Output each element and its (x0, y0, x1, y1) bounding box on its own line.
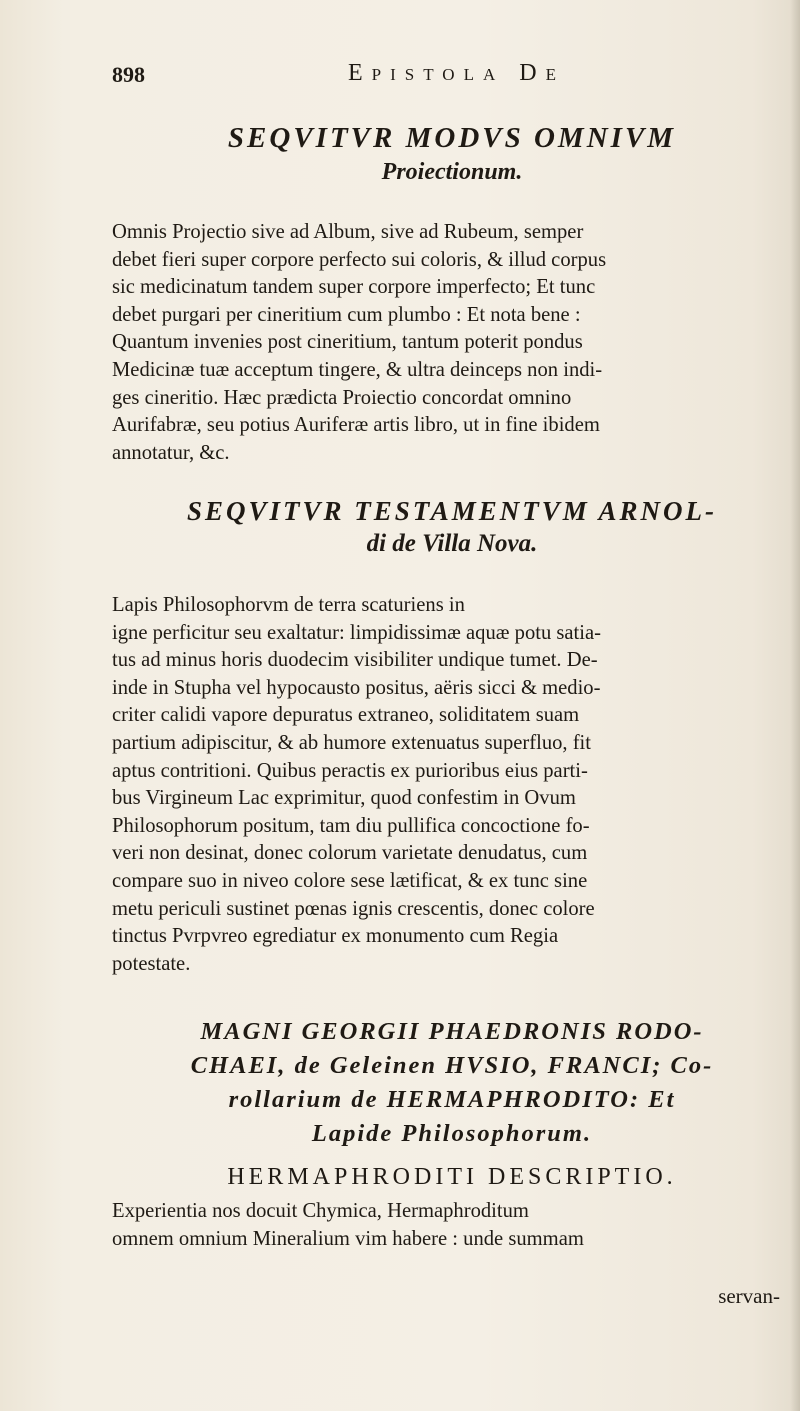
text-line: Lapis Philosophorvm de terra scaturiens in (112, 594, 465, 616)
text-line: aptus contritioni. Quibus peractis ex purioribus eius parti- (112, 759, 588, 782)
text-line: potestate. (112, 952, 191, 975)
text-line: debet purgari per cineritium cum plumbo : Et nota bene : (112, 303, 581, 326)
text-line: igne perficitur seu exaltatur: limpidissimæ aquæ potu satia- (112, 621, 602, 644)
text-line: veri non desinat, donec colorum varietate denudatus, cum (112, 842, 588, 865)
text-line: annotatur, &c. (112, 441, 230, 464)
section-heading-descriptio: HERMAPHRODITI DESCRIPTIO. (227, 1164, 677, 1190)
heading-line: SEQVITVR MODVS OMNIVM (227, 122, 677, 154)
catchword: servan- (718, 1284, 780, 1308)
text-line: tinctus Pvrpvreo egrediatur ex monumento cum Regia (112, 925, 559, 948)
page-number: 898 (112, 62, 145, 87)
heading-line: SEQVITVR TESTAMENTVM ARNOL- (186, 496, 718, 526)
heading-line: Proiectionum. (381, 159, 523, 185)
paragraph-proiectio (112, 219, 792, 467)
heading-line: MAGNI GEORGII PHAEDRONIS RODO- (200, 1018, 704, 1045)
text-line: Medicinæ tuæ acceptum tingere, & ultra deinceps non indi- (112, 358, 603, 381)
heading-line: CHAEI, de Geleinen HVSIO, FRANCI; Co- (190, 1052, 714, 1079)
section-heading-corollarium (112, 1015, 792, 1151)
text-line: Quantum invenies post cineritium, tantum poterit pondus (112, 331, 583, 354)
page-header (112, 62, 772, 98)
text-line: ges cineritio. Hæc prædicta Proiectio concordat omnino (112, 386, 572, 409)
heading-line: rollarium de HERMAPHRODITO: Et (228, 1086, 676, 1113)
text-line: Experientia nos docuit Chymica, Hermaphroditum (112, 1200, 529, 1222)
paragraph-descriptio (112, 1198, 792, 1253)
text-line: tus ad minus horis duodecim visibiliter undique tumet. De- (112, 649, 598, 672)
text-line: inde in Stupha vel hypocausto positus, aëris sicci & medio- (112, 676, 601, 699)
text-line: compare suo in niveo colore sese lætificat, & ex tunc sine (112, 869, 588, 892)
text-line: metu periculi sustinet pœnas ignis crescentis, donec colore (112, 897, 595, 920)
text-line: omnem omnium Mineralium vim habere : unde summam (112, 1227, 584, 1250)
text-line: debet fieri super corpore perfecto sui coloris, & illud corpus (112, 248, 607, 271)
heading-line: di de Villa Nova. (366, 530, 538, 557)
section-heading-proiectionum (112, 120, 792, 188)
text-line: bus Virgineum Lac exprimitur, quod confestim in Ovum (112, 787, 576, 810)
text-line: Philosophorum positum, tam diu pullifica concoctione fo- (112, 814, 590, 837)
text-line: sic medicinatum tandem super corpore imperfecto; Et tunc (112, 276, 596, 299)
paragraph-testamentum (112, 592, 792, 978)
running-head: Epistola De (348, 60, 565, 86)
section-heading-testamentum (112, 494, 792, 560)
text-line: Aurifabræ, seu potius Auriferæ artis libro, ut in fine ibidem (112, 414, 600, 437)
heading-line: Lapide Philosophorum. (311, 1120, 593, 1147)
text-line: Omnis Projectio sive ad Album, sive ad Rubeum, semper (112, 221, 584, 243)
text-line: partium adipiscitur, & ab humore extenuatus superfluo, fit (112, 731, 592, 754)
text-line: criter calidi vapore depuratus extraneo, soliditatem suam (112, 704, 580, 727)
